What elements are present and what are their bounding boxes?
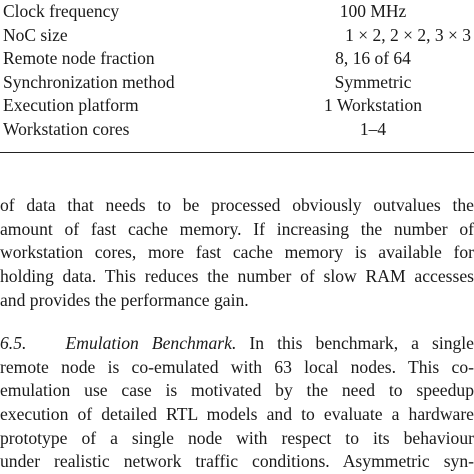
text-line: of data that needs to be processed obviously outvalues the xyxy=(0,195,474,215)
section-number: 6.5. xyxy=(0,333,27,353)
table-value: 100 MHz xyxy=(339,1,407,22)
table-row xyxy=(3,71,471,95)
section-title: Emulation Benchmark. xyxy=(65,333,237,353)
section-heading-line xyxy=(0,332,474,356)
parameter-table-body xyxy=(3,0,471,141)
text-line: execution of detailed RTL models and to evaluate a hardware xyxy=(0,404,474,425)
text-line: amount of fast cache memory. If increasing the number of xyxy=(0,218,474,239)
table-row xyxy=(3,0,471,24)
table-label: NoC size xyxy=(3,24,68,45)
table-value: Symmetric xyxy=(334,71,412,92)
table-label: Workstation cores xyxy=(3,118,130,139)
section-6-5 xyxy=(0,332,474,474)
table-row xyxy=(3,47,471,71)
table-value: 1 × 2, 2 × 2, 3 × 3 xyxy=(345,24,471,45)
text-line: under realistic network traffic conditions. Asymmetric syn- xyxy=(0,451,474,472)
table-label: Remote node fraction xyxy=(3,48,155,69)
table-value: 1 Workstation xyxy=(324,95,422,116)
text-line: workstation cores, more fast cache memory is available for xyxy=(0,242,474,263)
section-first-line-text: In this benchmark, a single xyxy=(236,333,474,353)
table-row xyxy=(3,24,471,48)
table-row xyxy=(3,118,471,142)
text-line: remote node is co-emulated with 63 local nodes. This co- xyxy=(0,356,474,377)
table-label: Execution platform xyxy=(3,95,139,116)
table-value: 1–4 xyxy=(359,118,387,139)
table-value: 8, 16 of 64 xyxy=(335,48,411,69)
text-line: prototype of a single node with respect to its behaviour xyxy=(0,427,474,448)
table-label: Clock frequency xyxy=(3,1,120,22)
paragraph-1 xyxy=(0,194,474,312)
text-line: holding data. This reduces the number of slow RAM accesses xyxy=(0,266,474,287)
parameter-table xyxy=(3,0,471,141)
table-bottom-rule xyxy=(0,152,474,153)
text-line: and provides the performance gain. xyxy=(0,289,249,310)
text-line: emulation use case is motivated by the need to speedup xyxy=(0,380,474,401)
table-label: Synchronization method xyxy=(3,71,175,92)
table-row xyxy=(3,94,471,118)
